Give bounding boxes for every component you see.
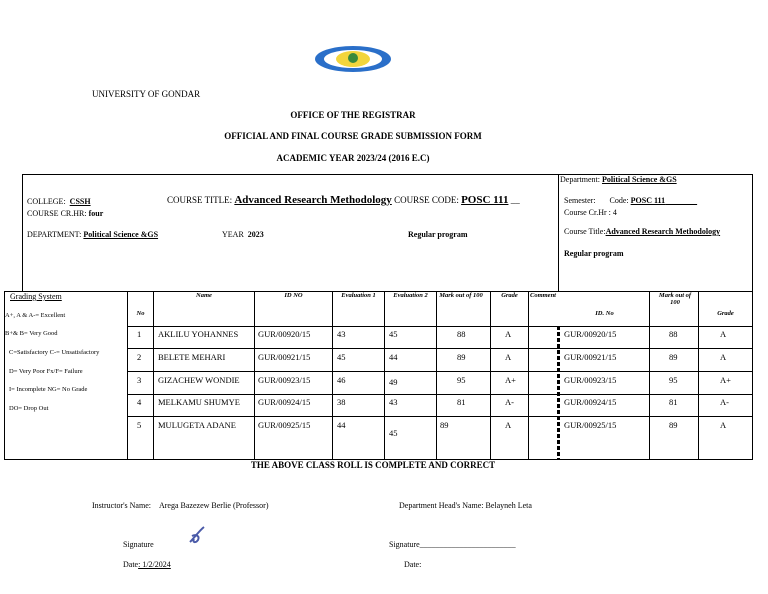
student-name: GIZACHEW WONDIE (158, 375, 240, 385)
student-id: GUR/00923/15 (258, 375, 311, 385)
right-grade: A- (720, 397, 729, 407)
right-semester: Semester: Code: POSC 111 (564, 196, 666, 205)
evaluation-1: 46 (337, 375, 346, 385)
header-mark: Mark out of 100 (439, 292, 483, 299)
student-id: GUR/00925/15 (258, 420, 311, 430)
right-cr-hr: Course Cr.Hr : 4 (564, 208, 617, 217)
grading-line: C=Satisfactory C-= Unsatisfactory (9, 349, 100, 356)
right-grade: A+ (720, 375, 731, 385)
evaluation-1: 44 (337, 420, 346, 430)
right-header-mark: Mark out of 100 (658, 292, 692, 306)
row-no: 4 (137, 397, 142, 407)
university-logo (314, 44, 392, 74)
row-no: 5 (137, 420, 142, 430)
right-header-id: ID. No (595, 310, 614, 317)
mark: 95 (457, 375, 466, 385)
grade: A (505, 329, 512, 339)
right-program: Regular program (564, 249, 624, 258)
evaluation-1: 45 (337, 352, 346, 362)
year-field: YEAR 2023 (222, 230, 264, 239)
right-student-id: GUR/00925/15 (564, 420, 617, 430)
mark: 89 (440, 420, 449, 430)
right-student-id: GUR/00923/15 (564, 375, 617, 385)
row-no: 3 (137, 375, 142, 385)
header-eval1: Evaluation 1 (341, 292, 376, 299)
head-signature-line: Signature________________________ (389, 540, 516, 549)
student-id: GUR/00921/15 (258, 352, 311, 362)
evaluation-2: 45 (389, 428, 398, 438)
course-title-field: COURSE TITLE: Advanced Research Methodology COURSE CODE: POSC 111 __ (167, 194, 520, 206)
student-name: AKLILU YOHANNES (158, 329, 239, 339)
right-department: Department: Political Science &GS (560, 175, 677, 184)
evaluation-2: 49 (389, 377, 398, 387)
right-mark: 89 (669, 352, 678, 362)
cr-hr-field: COURSE CR.HR: four (27, 209, 104, 218)
header-no: No (136, 310, 145, 317)
student-id: GUR/00920/15 (258, 329, 311, 339)
right-mark: 95 (669, 375, 678, 385)
academic-year: ACADEMIC YEAR 2023/24 (2016 E.C) (276, 153, 430, 163)
right-grade: A (720, 420, 727, 430)
office-title: OFFICE OF THE REGISTRAR (290, 110, 416, 120)
evaluation-2: 44 (389, 352, 398, 362)
department-head-field: Department Head's Name: Belayneh Leta (399, 501, 532, 510)
date-field: Date: 1/2/2024 (123, 560, 171, 569)
right-course-title: Course Title:Advanced Research Methodology (564, 227, 721, 236)
row-no: 1 (137, 329, 142, 339)
college-field: COLLEGE: CSSH (27, 197, 91, 206)
evaluation-2: 43 (389, 397, 398, 407)
student-id: GUR/00924/15 (258, 397, 311, 407)
right-grade: A (720, 329, 727, 339)
right-student-id: GUR/00924/15 (564, 397, 617, 407)
grading-system-title: Grading System (10, 292, 62, 301)
head-date-field: Date: (404, 560, 422, 569)
evaluation-2: 45 (389, 329, 398, 339)
student-name: MELKAMU SHUMYE (158, 397, 240, 407)
signature-label: Signature (123, 540, 154, 549)
program-label: Regular program (408, 230, 468, 239)
mark: 89 (457, 352, 466, 362)
department-field: DEPARTMENT: Political Science &GS (27, 230, 159, 239)
student-name: MULUGETA ADANE (158, 420, 236, 430)
right-header-grade: Grade (717, 310, 734, 317)
right-student-id: GUR/00921/15 (564, 352, 617, 362)
right-student-id: GUR/00920/15 (564, 329, 617, 339)
student-name: BELETE MEHARI (158, 352, 226, 362)
header-grade: Grade (501, 292, 518, 299)
right-mark: 81 (669, 397, 678, 407)
grade: A+ (505, 375, 516, 385)
evaluation-1: 43 (337, 329, 346, 339)
header-eval2: Evaluation 2 (393, 292, 428, 299)
header-comment: Comment (529, 292, 556, 299)
mark: 88 (457, 329, 466, 339)
header-id: ID NO (284, 292, 303, 299)
header-name: Name (196, 292, 212, 299)
grading-line: A+, A & A-= Excellent (5, 312, 66, 319)
grading-line: B+& B= Very Good (5, 330, 58, 337)
form-title: OFFICIAL AND FINAL COURSE GRADE SUBMISSION FORM (224, 131, 482, 141)
grading-line: DO= Drop Out (9, 405, 49, 412)
grade: A (505, 420, 512, 430)
grade: A- (505, 397, 514, 407)
row-no: 2 (137, 352, 142, 362)
right-mark: 89 (669, 420, 678, 430)
grading-line: D= Very Poor Fx/F= Failure (9, 368, 83, 375)
right-mark: 88 (669, 329, 678, 339)
instructor-name-field: Instructor's Name: Arega Bazezew Berlie (Professor) (92, 501, 269, 510)
university-name: UNIVERSITY OF GONDAR (92, 89, 201, 99)
grade: A (505, 352, 512, 362)
right-grade: A (720, 352, 727, 362)
instructor-signature (186, 524, 210, 551)
grading-line: I= Incomplete NG= No Grade (9, 386, 88, 393)
roll-complete-note: THE ABOVE CLASS ROLL IS COMPLETE AND CORRECT (250, 460, 496, 470)
evaluation-1: 38 (337, 397, 346, 407)
mark: 81 (457, 397, 466, 407)
